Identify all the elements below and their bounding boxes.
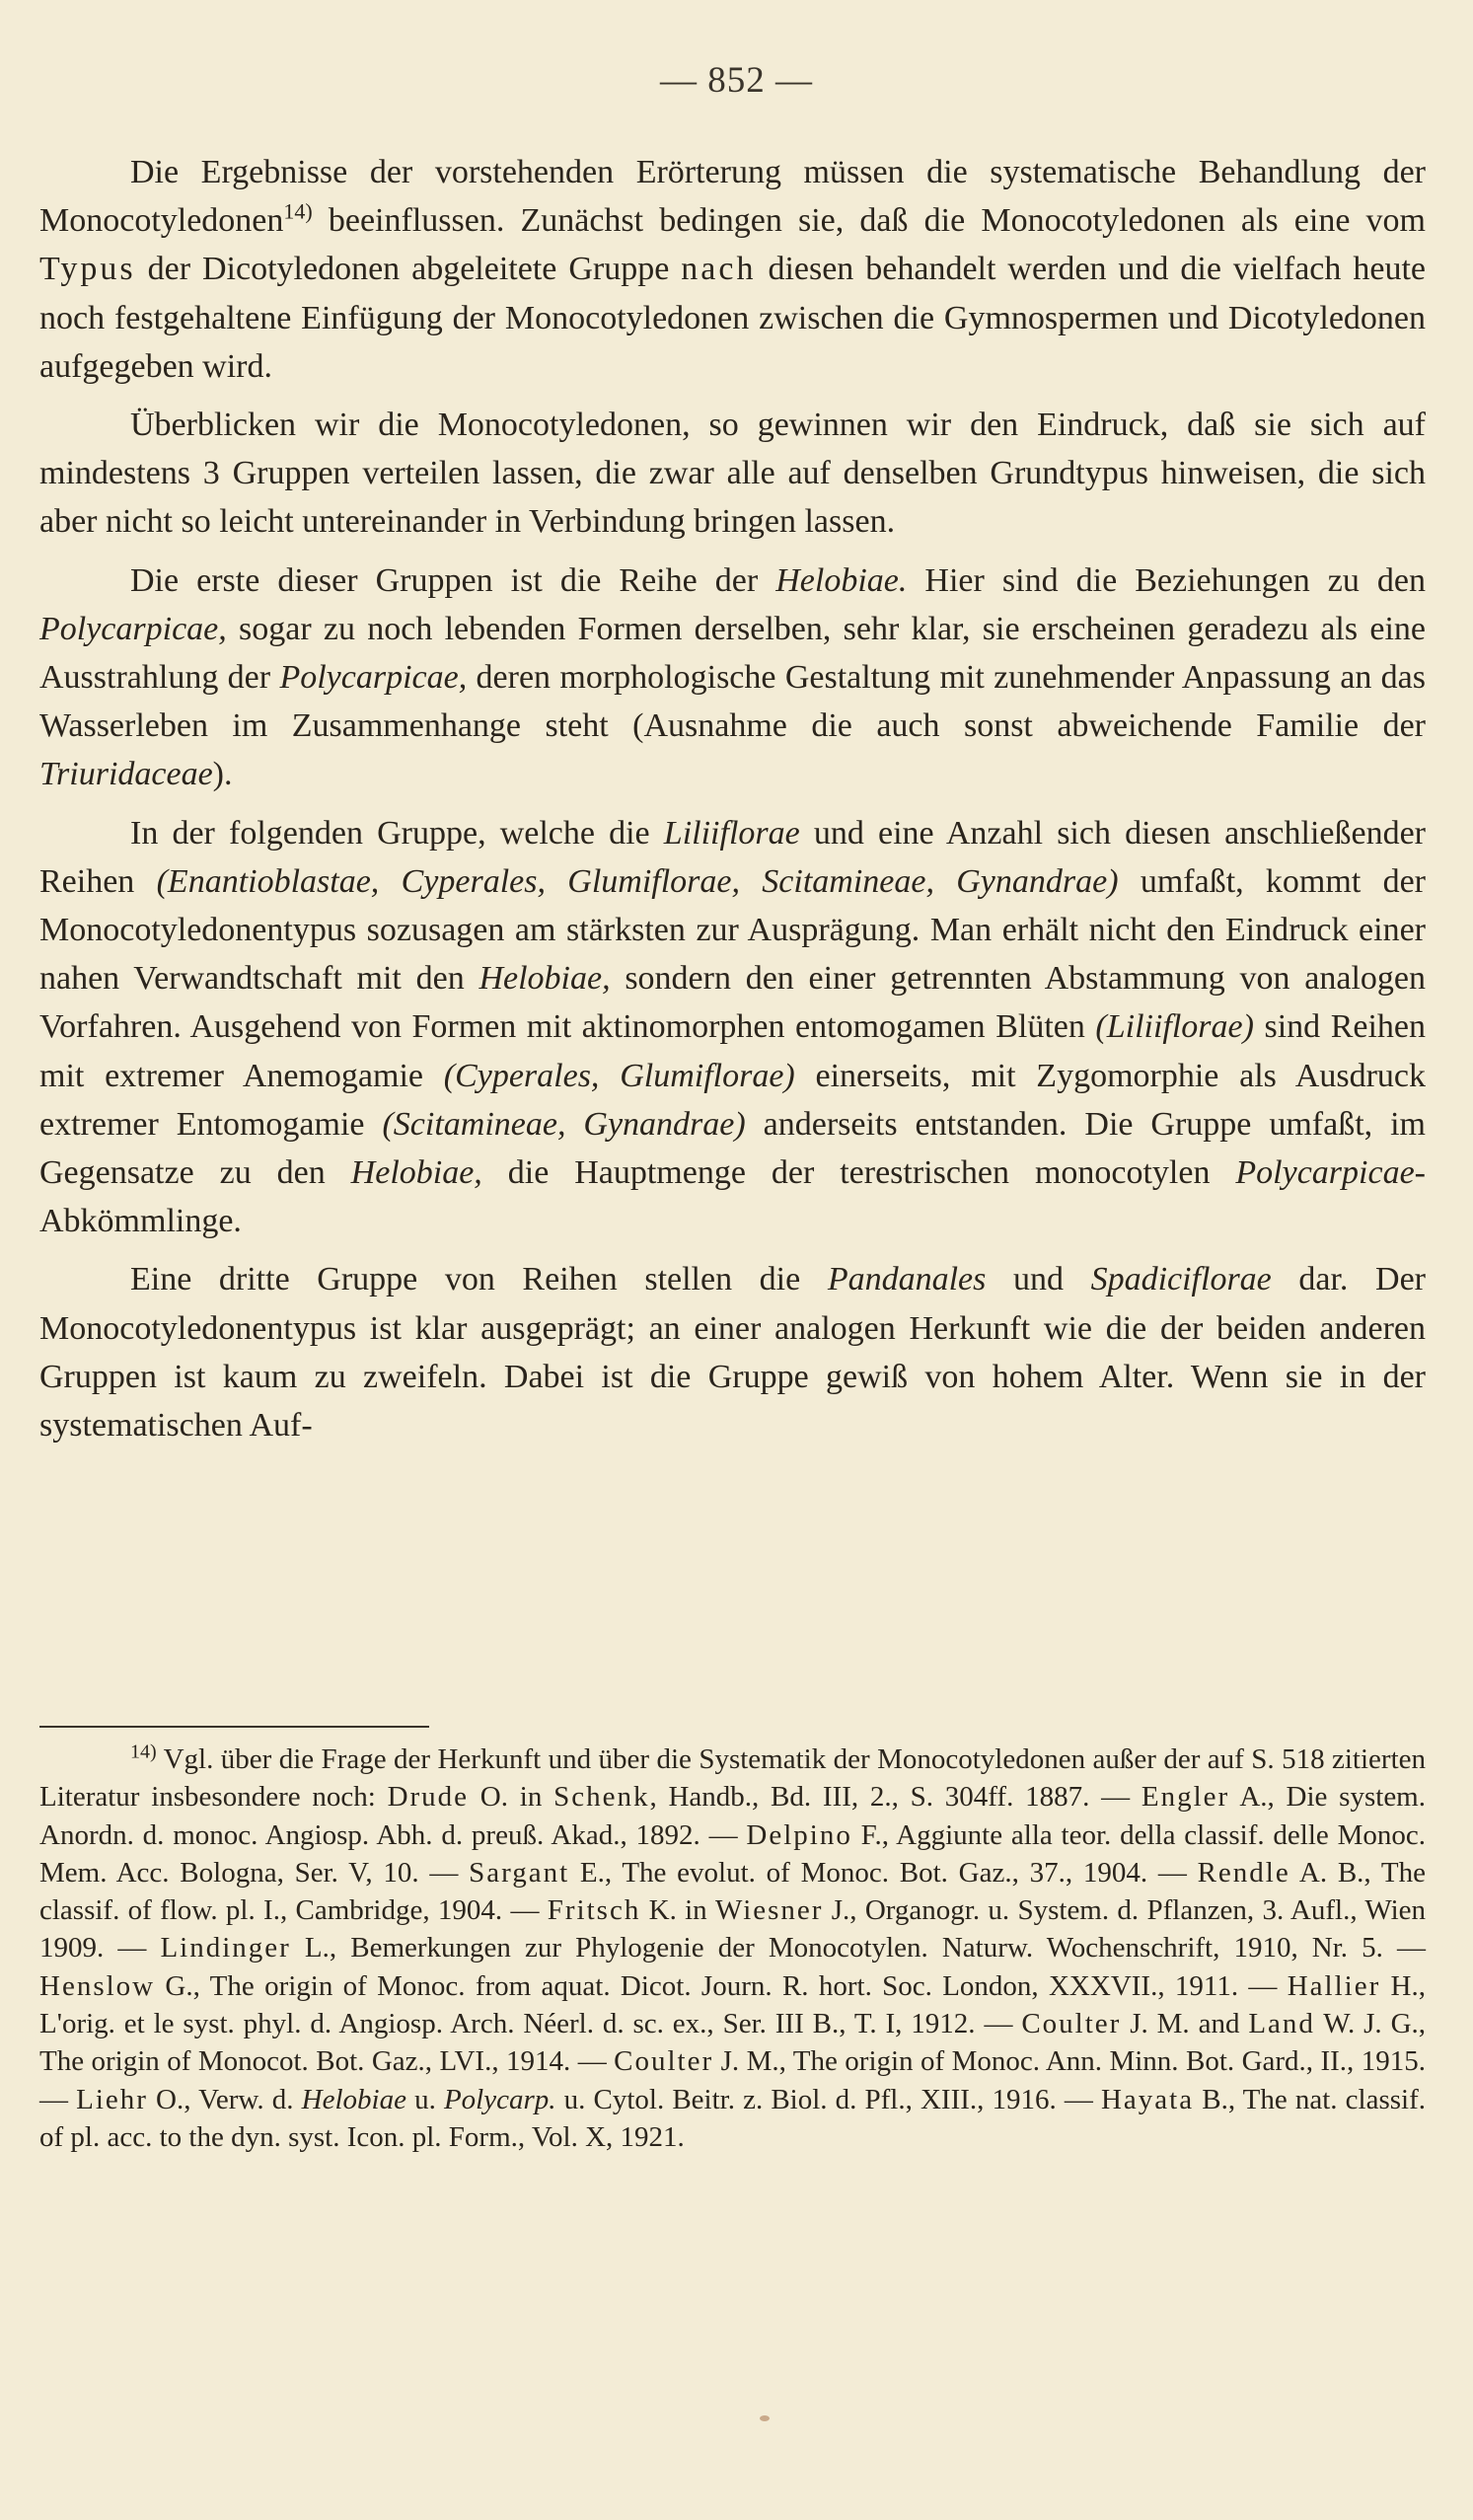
paper-speck: [760, 2415, 770, 2421]
body-text: [39, 148, 1426, 1459]
page-number: — 852 —: [660, 60, 813, 101]
footnote-reference[interactable]: 14): [283, 198, 313, 224]
footnote-14: $^{14)}$ Vgl. über die Frage der Herkunft und über die Systematik der Monocotyledonen außer der auf S. 518 zitierten Literatur insbesondere noch: Drude O. in Schenk, Handb., Bd. III, 2., S. 304ff. 1887. — Engler A., Die system. Anordn. d. monoc. Angiosp. Abh. d. preuß. Akad., 1892. — Delpino F., Aggiunte alla teor. della classif. delle Monoc. Mem. Acc. Bologna, Ser. V, 10. — Sargant E., The evolut. of Monoc. Bot. Gaz., 37., 1904. — Rendle A. B., The classif. of flow. pl. I., Cambridge, 1904. — Fritsch K. in Wiesner J., Organogr. u. System. d. Pflanzen, 3. Aufl., Wien 1909. — Lindinger L., Bemerkungen zur Phylogenie der Monocotylen. Naturw. Wochenschrift, 1910, Nr. 5. — Henslow G., The origin of Monoc. from aquat. Dicot. Journ. R. hort. Soc. London, XXXVII., 1911. — Hallier H., L'orig. et le syst. phyl. d. Angiosp. Arch. Néerl. d. sc. ex., Ser. III B., T. I, 1912. — Coulter J. M. and Land W. J. G., The origin of Monocot. Bot. Gaz., LVI., 1914. — Coulter J. M., The origin of Monoc. Ann. Minn. Bot. Gard., II., 1915. — Liehr O., Verw. d. Helobiae u. Polycarp. u. Cytol. Beitr. z. Biol. d. Pfl., XIII., 1916. — Hayata B., The nat. classif. of pl. acc. to the dyn. syst. Icon. pl. Form., Vol. X, 1921.: [39, 1741, 1427, 2153]
paragraph-1: Die Ergebnisse der vorstehenden Erörterung müssen die systematische Behandlung der Monocotyledonen$^{14)}$ beeinflussen. Zunächst bedingen sie, daß die Monocotyledonen als eine vom Typus der Dicotyledonen abgeleitete Gruppe nach diesen behandelt werden und die vielfach heute noch festgehaltene Einfügung der Monocotyledonen zwischen die Gymnospermen und Dicotyledonen aufgegeben wird.: [39, 154, 1426, 385]
paragraph-5: Eine dritte Gruppe von Reihen stellen die Pandanales und Spadiciflorae dar. Der Monocotyledonentypus ist klar ausgeprägt; an einer analogen Herkunft wie die der beiden anderen Gruppen ist kaum zu zweifeln. Dabei ist die Gruppe gewiß von hohem Alter. Wenn sie in der systematischen Auf-: [39, 1261, 1426, 1445]
paragraph-3: Die erste dieser Gruppen ist die Reihe der Helobiae. Hier sind die Beziehungen zu den Polycarpicae, sogar zu noch lebenden Formen derselben, sehr klar, sie erscheinen geradezu als eine Ausstrahlung der Polycarpicae, deren morphologische Gestaltung mit zunehmender Anpassung an das Wasserleben im Zusammenhange steht (Ausnahme die auch sonst abweichende Familie der Triuridaceae).: [39, 561, 1426, 793]
footnote-divider: [39, 1726, 429, 1728]
footnote-marker: 14): [130, 1741, 157, 1763]
paragraph-2: Überblicken wir die Monocotyledonen, so gewinnen wir den Eindruck, daß sie sich auf mindestens 3 Gruppen verteilen lassen, die zwar alle auf denselben Grundtypus hinweisen, die sich aber nicht so leicht untereinander in Verbindung bringen lassen.: [39, 407, 1426, 541]
paragraph-4: In der folgenden Gruppe, welche die Liliiflorae und eine Anzahl sich diesen anschließender Reihen (Enantioblastae, Cyperales, Glumiflorae, Scitamineae, Gynandrae) umfaßt, kommt der Monocotyledonentypus sozusagen am stärksten zur Ausprägung. Man erhält nicht den Eindruck einer nahen Verwandtschaft mit den Helobiae, sondern den einer getrennten Abstammung von analogen Vorfahren. Ausgehend von Formen mit aktinomorphen entomogamen Blüten (Liliiflorae) sind Reihen mit extremer Anemogamie (Cyperales, Glumiflorae) einerseits, mit Zygomorphie als Ausdruck extremer Entomogamie (Scitamineae, Gynandrae) anderseits entstanden. Die Gruppe umfaßt, im Gegensatze zu den Helobiae, die Hauptmenge der terestrischen monocotylen Polycarpicae-Abkömmlinge.: [39, 814, 1427, 1240]
